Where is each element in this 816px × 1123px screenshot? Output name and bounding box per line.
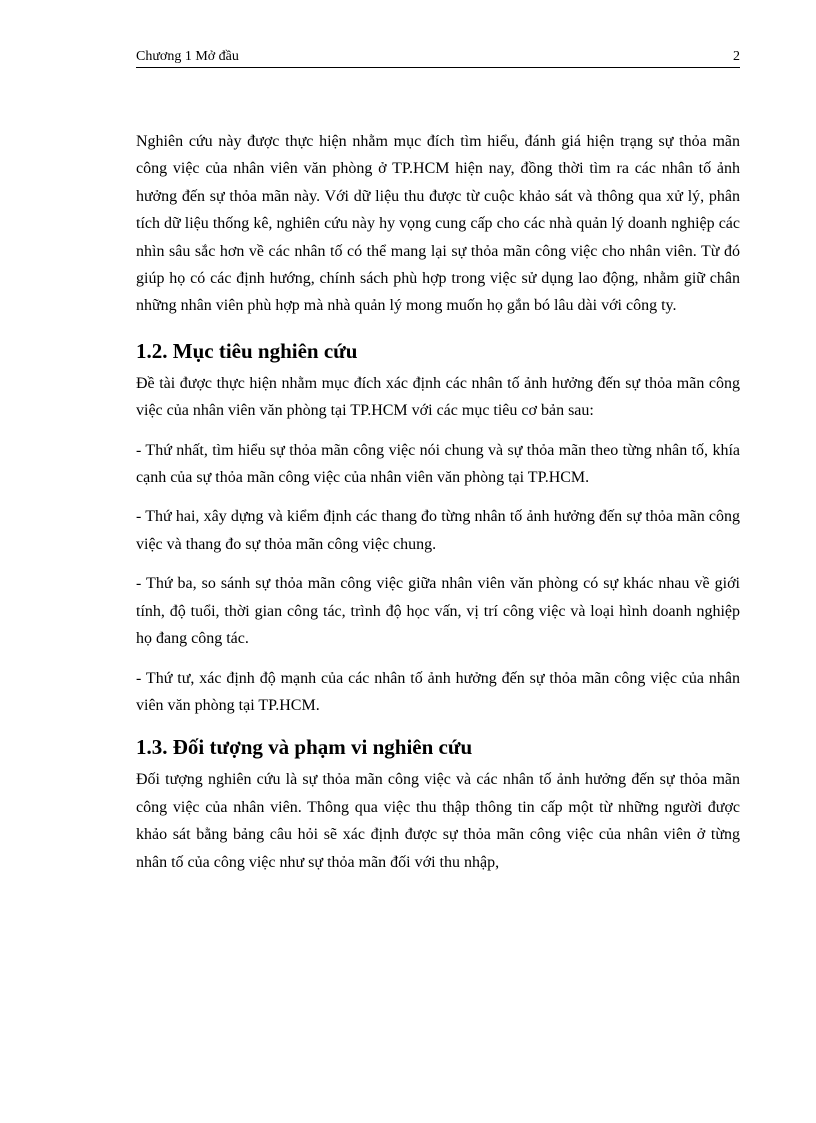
- section-heading-scope: 1.3. Đối tượng và phạm vi nghiên cứu: [136, 735, 473, 760]
- objective-item: - Thứ ba, so sánh sự thỏa mãn công việc giữa nhân viên văn phòng có sự khác nhau về giới tính, độ tuổi, thời gian công tác, trình độ học vấn, vị trí công việc và loại hình doanh nghiệp họ đang công tác.: [136, 575, 740, 648]
- section-heading-objectives: 1.2. Mục tiêu nghiên cứu: [136, 338, 358, 363]
- page-number: 2: [733, 49, 740, 64]
- objective-item: - Thứ hai, xây dựng và kiểm định các thang đo từng nhân tố ảnh hưởng đến sự thỏa mãn công việc và thang đo sự thỏa mãn công việc chung.: [136, 508, 740, 553]
- page-content: [136, 128, 740, 876]
- running-header: [136, 47, 740, 68]
- intro-paragraph: Nghiên cứu này được thực hiện nhằm mục đích tìm hiểu, đánh giá hiện trạng sự thỏa mãn công việc của nhân viên văn phòng ở TP.HCM hiện nay, đồng thời tìm ra các nhân tố ảnh hưởng đến sự thỏa mãn này. Với dữ liệu thu được từ cuộc khảo sát và thông qua xử lý, phân tích dữ liệu thống kê, nghiên cứu này hy vọng cung cấp cho các nhà quản lý doanh nghiệp các nhìn sâu sắc hơn về các nhân tố có thể mang lại sự thỏa mãn công việc cho nhân viên. Từ đó giúp họ có các định hướng, chính sách phù hợp trong việc sử dụng lao động, nhằm giữ chân những nhân viên phù hợp mà nhà quản lý mong muốn họ gắn bó lâu dài với công ty.: [136, 133, 740, 315]
- objectives-intro-paragraph: Đề tài được thực hiện nhằm mục đích xác định các nhân tố ảnh hưởng đến sự thỏa mãn công việc của nhân viên văn phòng tại TP.HCM với các mục tiêu cơ bản sau:: [136, 374, 740, 420]
- objective-item: - Thứ nhất, tìm hiểu sự thỏa mãn công việc nói chung và sự thỏa mãn theo từng nhân tố, khía cạnh của sự thỏa mãn công việc của nhân viên văn phòng tại TP.HCM.: [136, 441, 740, 487]
- chapter-title: Chương 1 Mở đầu: [136, 49, 239, 64]
- scope-paragraph: Đối tượng nghiên cứu là sự thỏa mãn công việc và các nhân tố ảnh hưởng đến sự thỏa mãn công việc của nhân viên. Thông qua việc thu thập thông tin cấp một từ những người được khảo sát bằng bảng câu hỏi sẽ xác định được sự thỏa mãn công việc của nhân viên ở từng nhân tố của công việc như sự thỏa mãn đối với thu nhập,: [136, 771, 740, 871]
- objective-item: - Thứ tư, xác định độ mạnh của các nhân tố ảnh hưởng đến sự thỏa mãn công việc của nhân viên văn phòng tại TP.HCM.: [136, 669, 740, 714]
